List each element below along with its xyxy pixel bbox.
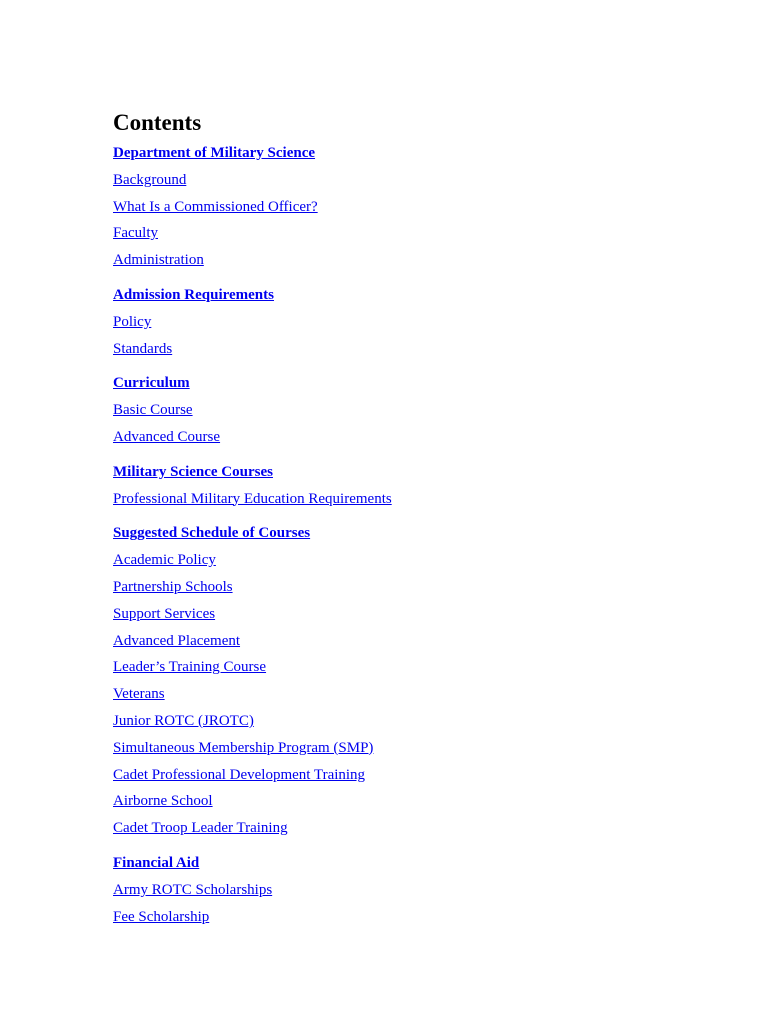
toc-link-advanced-placement[interactable]: Advanced Placement [113, 632, 241, 649]
toc-heading-curriculum[interactable]: Curriculum [113, 375, 190, 392]
toc-link-background[interactable]: Background [113, 171, 187, 188]
toc-link-leaders-training-course[interactable]: Leader’s Training Course [113, 659, 267, 676]
toc-section-admission [113, 282, 733, 362]
toc-link-administration[interactable]: Administration [113, 252, 204, 269]
toc-heading-financial-aid[interactable]: Financial Aid [113, 854, 200, 871]
toc-section-curriculum [113, 370, 733, 450]
toc-link-cadet-professional-development-training[interactable]: Cadet Professional Development Training [113, 766, 366, 783]
toc-link-simultaneous-membership-program[interactable]: Simultaneous Membership Program (SMP) [113, 739, 374, 756]
toc-link-standards[interactable]: Standards [113, 340, 173, 357]
toc-link-policy[interactable]: Policy [113, 313, 152, 330]
toc-section-suggested-schedule [113, 520, 733, 842]
toc-section-department [113, 140, 733, 274]
toc-link-army-rotc-scholarships[interactable]: Army ROTC Scholarships [113, 881, 273, 898]
toc-heading-suggested-schedule-of-courses[interactable]: Suggested Schedule of Courses [113, 525, 311, 542]
toc-link-partnership-schools[interactable]: Partnership Schools [113, 578, 233, 595]
toc-link-academic-policy[interactable]: Academic Policy [113, 552, 216, 569]
toc-link-advanced-course[interactable]: Advanced Course [113, 428, 221, 445]
toc-section-military-science-courses [113, 459, 733, 513]
toc-section-financial-aid [113, 850, 733, 930]
toc-heading-military-science-courses[interactable]: Military Science Courses [113, 463, 273, 480]
toc-link-professional-military-education[interactable]: Professional Military Education Requirements [113, 490, 392, 507]
toc-link-cadet-troop-leader-training[interactable]: Cadet Troop Leader Training [113, 820, 288, 837]
toc-link-commissioned-officer[interactable]: What Is a Commissioned Officer? [113, 198, 318, 215]
toc-link-junior-rotc[interactable]: Junior ROTC (JROTC) [113, 712, 254, 729]
toc-link-faculty[interactable]: Faculty [113, 225, 158, 242]
toc-link-basic-course[interactable]: Basic Course [113, 402, 193, 419]
toc-link-support-services[interactable]: Support Services [113, 605, 216, 622]
toc-link-airborne-school[interactable]: Airborne School [113, 793, 213, 810]
page-title: Contents [113, 110, 202, 135]
document-page [113, 108, 733, 938]
toc-link-veterans[interactable]: Veterans [113, 686, 165, 703]
toc-heading-department-of-military-science[interactable]: Department of Military Science [113, 145, 316, 161]
toc-link-fee-scholarship[interactable]: Fee Scholarship [113, 908, 210, 925]
toc-heading-admission-requirements[interactable]: Admission Requirements [113, 286, 274, 303]
